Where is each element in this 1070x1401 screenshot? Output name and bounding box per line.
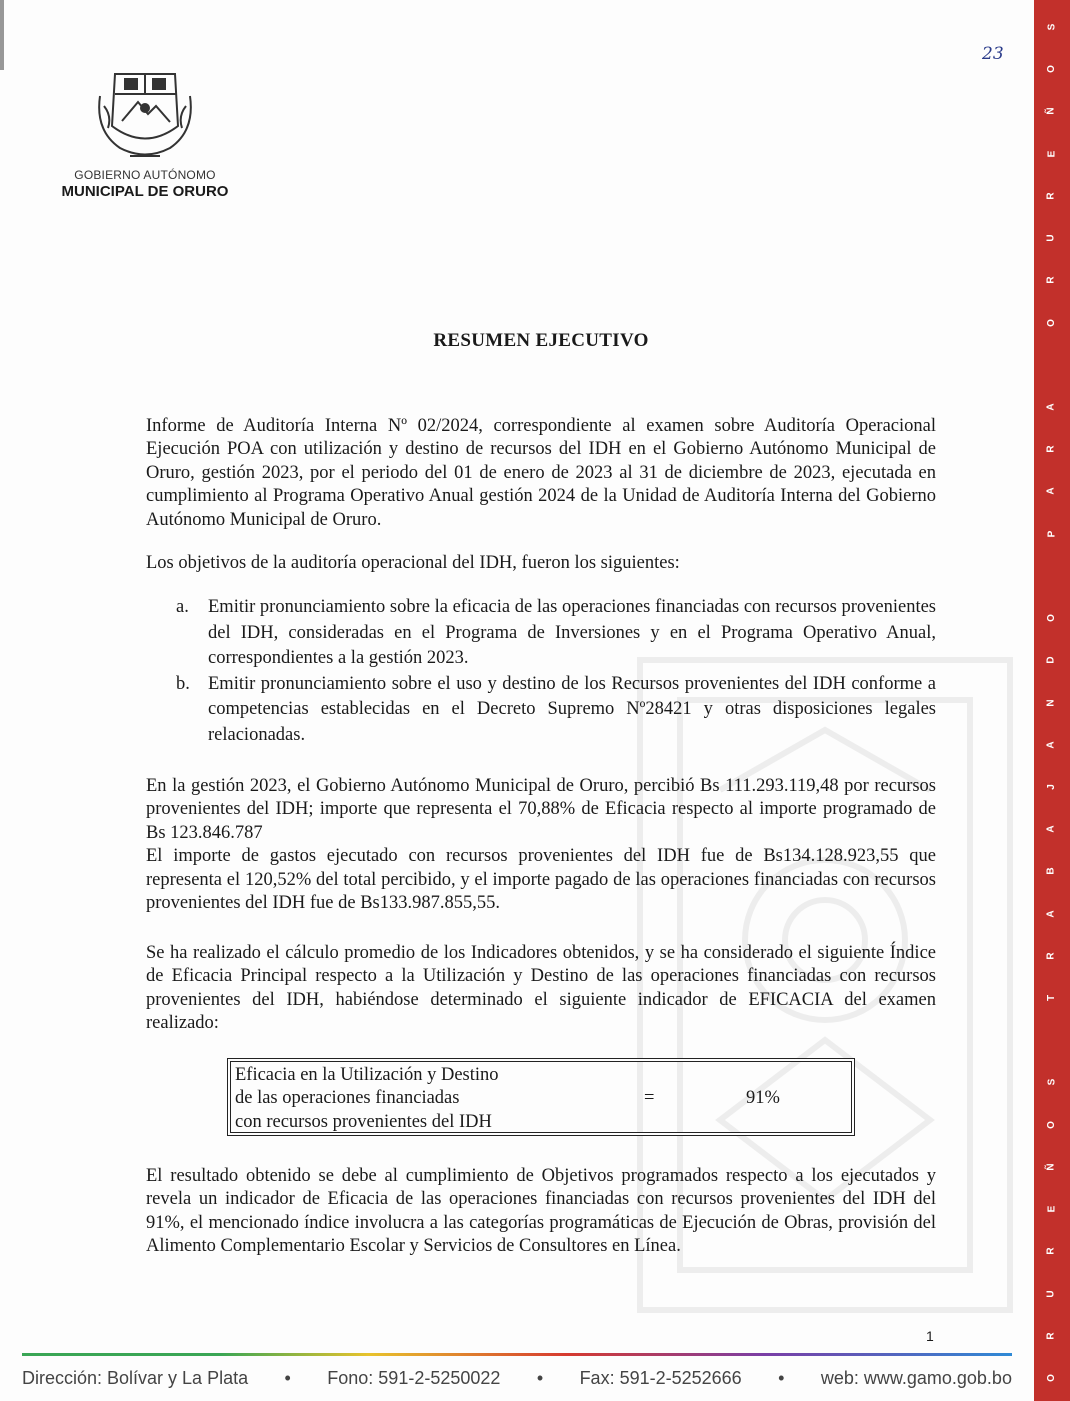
sidebar-letter: Ñ <box>1045 107 1057 116</box>
document-title: RESUMEN EJECUTIVO <box>433 330 649 351</box>
list-item-text: Emitir pronunciamiento sobre la eficacia de las operaciones financiadas con recursos provenientes del IDH, consideradas en el Programa de Inversiones y en el Programa Operativo Anual, correspondientes a la gestión 2023. <box>208 597 936 668</box>
sidebar-letter: E <box>1045 1205 1057 1213</box>
indicator-label-line: con recursos provenientes del IDH <box>235 1111 492 1132</box>
paragraph-text: El importe de gastos ejecutado con recursos provenientes del IDH fue de Bs134.128.923,55 que representa el 120,52% del total percibido, y el importe pagado de las operaciones financiadas con recursos provenientes del IDH fue de Bs133.987.855,55. <box>146 846 936 914</box>
footer-divider <box>22 1353 1012 1356</box>
paragraph-intro <box>146 415 936 532</box>
sidebar-letter: R <box>1045 1247 1057 1255</box>
sidebar-letter: A <box>1045 487 1057 496</box>
footer-web-link[interactable]: web: www.gamo.gob.bo <box>820 1368 1012 1388</box>
list-item <box>176 672 936 749</box>
sidebar-letter: R <box>1045 276 1057 284</box>
paragraph-conclusion <box>146 1165 936 1259</box>
footer-separator: • <box>284 1368 291 1388</box>
sidebar-letter: R <box>1045 192 1057 200</box>
sidebar-letter: R <box>1045 445 1057 453</box>
sidebar-letter <box>1047 363 1057 366</box>
sidebar-letter: N <box>1045 698 1057 707</box>
objectives-list <box>176 595 936 748</box>
sidebar-letter <box>1047 1039 1057 1042</box>
municipal-logo <box>60 66 230 200</box>
footer <box>22 1368 1012 1389</box>
objectives-intro <box>146 552 936 575</box>
page-number: 1 <box>926 1328 934 1344</box>
sidebar-letter: S <box>1045 1079 1057 1086</box>
sidebar-letter: R <box>1045 1332 1057 1340</box>
list-marker: b. <box>176 673 190 694</box>
sidebar-letter: O <box>1046 1374 1057 1382</box>
indicator-label-line: Eficacia en la Utilización y Destino <box>235 1065 499 1085</box>
paragraph-indicator-intro <box>146 942 936 1036</box>
footer-separator: • <box>536 1368 544 1388</box>
footer-separator: • <box>778 1368 785 1388</box>
paragraph-income <box>146 775 936 915</box>
handwritten-page-note: 23 <box>982 44 1004 64</box>
indicator-equals: = <box>644 1088 655 1108</box>
sidebar-letter: T <box>1045 994 1057 1002</box>
sidebar-letter: U <box>1045 1289 1057 1298</box>
sidebar-letter: U <box>1045 234 1057 242</box>
paragraph-text: En la gestión 2023, el Gobierno Autónomo Municipal de Oruro, percibió Bs 111.293.119,48 por recursos provenientes del IDH; importe que representa el 70,88% de Eficacia respecto al importe programado de Bs 123.846.787 <box>146 776 936 843</box>
paragraph-text: Informe de Auditoría Interna Nº 02/2024, correspondiente al examen sobre Auditoría Operacional Ejecución POA con utilización y destino de recursos del IDH en el Gobierno Autónomo Municipal de Oruro, gestión 2023, por el periodo del 01 de enero de 2023 al 31 de diciembre de 2023, ejecutada en cumplimiento al Programa Operativo Anual gestión 2024 de la Unidad de Auditoría Interna del Gobierno Autónomo Municipal de Oruro. <box>146 416 936 530</box>
list-item-text: Emitir pronunciamiento sobre el uso y destino de los Recursos provenientes del IDH conforme a competencias establecidas en el Decreto Supremo Nº28421 y otras disposiciones legales relacionadas. <box>208 673 936 745</box>
sidebar-letter: S <box>1045 23 1057 31</box>
sidebar-letter: O <box>1046 65 1057 74</box>
indicator-label <box>235 1064 555 1134</box>
footer-fax: Fax: 591-2-5252666 <box>579 1368 742 1388</box>
sidebar-letter: E <box>1045 150 1057 157</box>
sidebar-letter: P <box>1045 530 1057 537</box>
paragraph-text: Se ha realizado el cálculo promedio de los Indicadores obtenidos, y se ha considerado el siguiente Índice de Eficacia Principal respecto a la Utilización y Destino de las operaciones financiadas con recursos provenientes del IDH, habiéndose determinado el siguiente indicador de EFICACIA del examen realizado: <box>146 943 936 1034</box>
indicator-value: 91% <box>746 1088 780 1108</box>
list-item <box>176 595 936 672</box>
sidebar-letter: B <box>1045 867 1057 875</box>
sidebar-letter: A <box>1045 403 1057 411</box>
indicator-label-line: de las operaciones financiadas <box>235 1088 460 1109</box>
footer-address: Dirección: Bolívar y La Plata <box>22 1368 249 1388</box>
sidebar-letter: A <box>1045 909 1057 918</box>
footer-phone: Fono: 591-2-5250022 <box>327 1368 501 1388</box>
logo-text-line2: MUNICIPAL DE ORURO <box>61 183 229 200</box>
paragraph-text: El resultado obtenido se debe al cumplimiento de Objetivos programados respecto a los ejecutados y revela un indicador de Eficacia de las operaciones financiadas con recursos provenientes del IDH del 91%, el mencionado índice involucra a las categorías programáticas de Ejecución de Obras, provisión del Alimento Complementario Escolar y Servicios de Consultores en Línea. <box>146 1166 936 1257</box>
sidebar-letter: A <box>1045 741 1057 749</box>
coat-of-arms-icon <box>90 66 200 164</box>
sidebar-letter <box>1047 574 1057 577</box>
scan-edge <box>0 0 4 70</box>
sidebar-letter: Ñ <box>1045 1163 1057 1171</box>
sidebar-letter: O <box>1046 1120 1057 1129</box>
sidebar-letter: J <box>1046 784 1057 790</box>
sidebar-letter: R <box>1045 952 1057 960</box>
sidebar-letter: O <box>1046 614 1057 622</box>
paragraph-text: Los objetivos de la auditoría operacional del IDH, fueron los siguientes: <box>146 553 680 573</box>
efficacy-indicator-box <box>227 1058 855 1136</box>
sidebar-motto-strip <box>1034 0 1070 1401</box>
list-marker: a. <box>176 597 189 617</box>
sidebar-letter: A <box>1045 825 1057 833</box>
sidebar-letter: D <box>1045 656 1057 664</box>
logo-text-line1: GOBIERNO AUTÓNOMO <box>74 168 216 182</box>
sidebar-letter: O <box>1046 318 1057 327</box>
